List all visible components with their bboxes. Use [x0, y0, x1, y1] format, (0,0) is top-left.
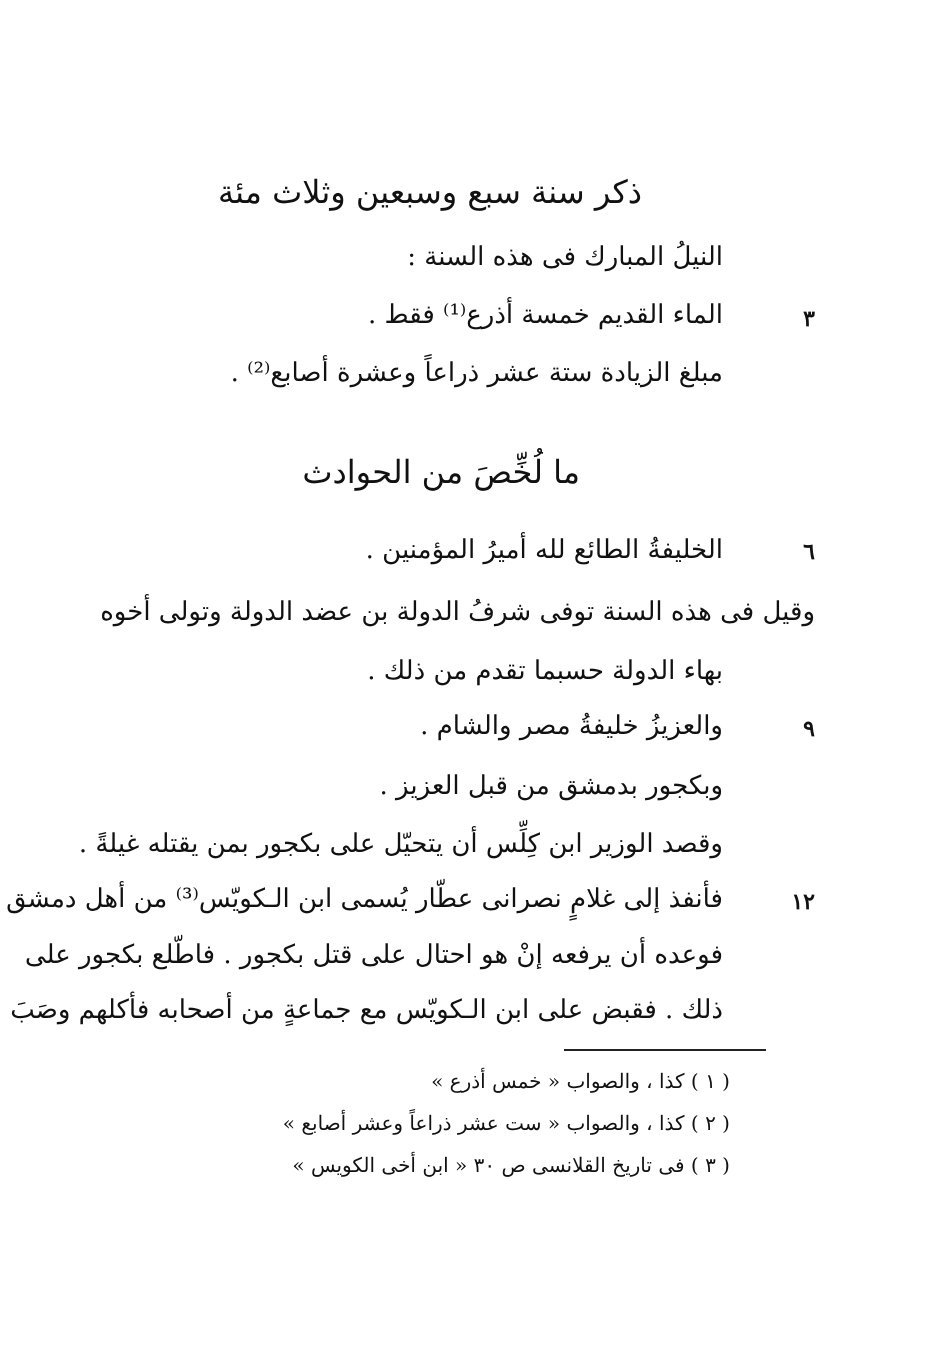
- sharaf-line-1: وقيل فى هذه السنة توفى شرفُ الدولة بن عضد الدولة وتولى أخوه: [100, 597, 815, 627]
- section-heading-year: ذكر سنة سبع وسبعين وثلاث مئة: [217, 173, 642, 211]
- sharaf-line-2: بهاء الدولة حسبما تقدم من ذلك .: [367, 656, 723, 686]
- caliph-line: الخليفةُ الطائع لله أميرُ المؤمنين .: [365, 535, 723, 565]
- line-number-9: ٩: [803, 716, 815, 742]
- nile-intro-line: النيلُ المبارك فى هذه السنة :: [407, 242, 723, 272]
- nile-increase-line: مبلغ الزيادة ستة عشر ذراعاً وعشرة أصابع⁽²⁾ .: [230, 358, 723, 388]
- wazir-line-1: وقصد الوزير ابن كِلِّس أن يتحيّل على بكجور بمن يقتله غيلةً .: [78, 829, 723, 859]
- wazir-line-4: ذلك . فقبض على ابن الـكويّس مع جماعةٍ من أصحابه فأكلهم وصَبَ: [10, 995, 723, 1025]
- nile-old-water-line: الماء القديم خمسة أذرع⁽¹⁾ فقط .: [368, 300, 723, 330]
- footnote-1: ( ١ ) كذا ، والصواب « خمس أذرع »: [431, 1069, 730, 1093]
- footnote-separator: [564, 1049, 766, 1051]
- wazir-line-2: فأنفذ إلى غلامٍ نصرانى عطّار يُسمى ابن الـكويّس⁽³⁾ من أهل دمشق: [6, 884, 723, 914]
- wazir-line-3: فوعده أن يرفعه إنْ هو احتال على قتل بكجور . فاطّلع بكجور على: [24, 940, 723, 970]
- section-heading-events: ما لُخِّصَ من الحوادث: [302, 453, 580, 491]
- line-number-12: ١٢: [791, 889, 815, 915]
- aziz-line: والعزيزُ خليفةُ مصر والشام .: [420, 711, 723, 741]
- bakjur-line: وبكجور بدمشق من قبل العزيز .: [379, 771, 723, 801]
- footnote-3: ( ٣ ) فى تاريخ القلانسى ص ٣٠ « ابن أخى الكويس »: [292, 1153, 730, 1177]
- line-number-6: ٦: [803, 539, 815, 565]
- footnote-2: ( ٢ ) كذا ، والصواب « ست عشر ذراعاً وعشر أصابع »: [282, 1111, 730, 1135]
- line-number-3: ٣: [803, 306, 815, 332]
